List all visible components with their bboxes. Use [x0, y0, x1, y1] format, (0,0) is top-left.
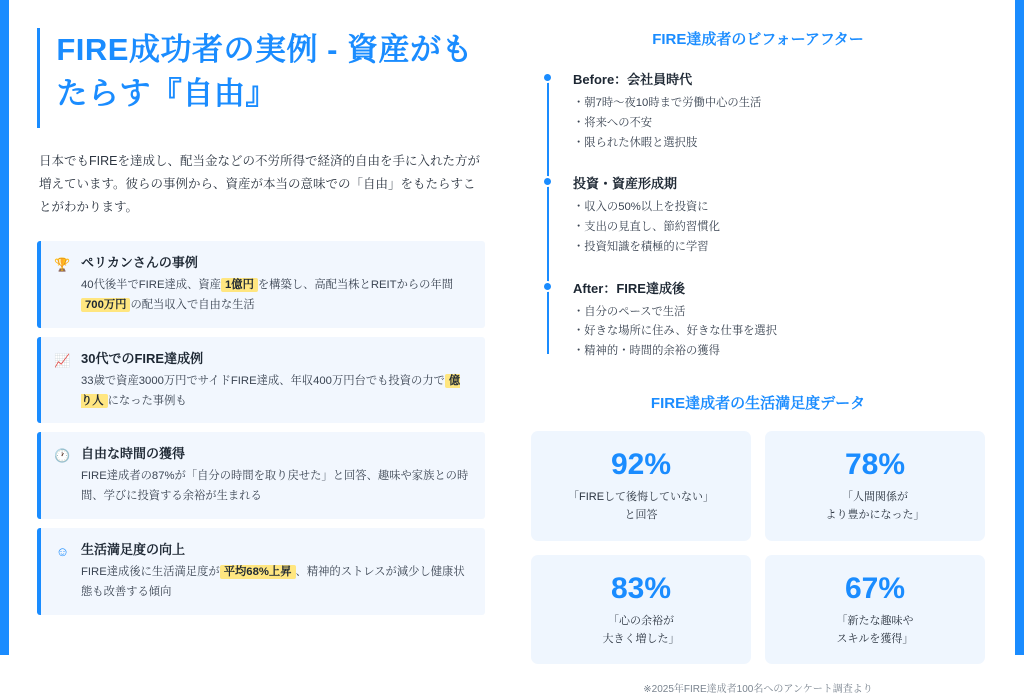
stat-label-line: と回答: [624, 508, 658, 521]
case-card-text: [81, 276, 471, 316]
timeline-item: [573, 173, 985, 257]
stat-label-line: 「人間関係が: [842, 491, 908, 504]
case-text-part: 40代後半でFIRE達成、資産: [81, 279, 221, 292]
highlight-value: 億り人: [81, 374, 461, 407]
case-card: [37, 337, 485, 424]
case-card-title: 自由な時間の獲得: [81, 446, 186, 462]
case-text-part: の配当収入で自由な生活: [130, 299, 255, 312]
case-card: [37, 241, 485, 328]
stat-value: 83%: [610, 571, 672, 605]
stat-card: [765, 555, 985, 665]
left-accent-bar: [0, 0, 9, 655]
timeline-axis: [547, 75, 549, 354]
stats-note: ※2025年FIRE達成者100名へのアンケート調査より: [643, 684, 873, 695]
highlight-value: 平均68%上昇: [220, 565, 296, 579]
chart-line-icon: 📈: [54, 352, 71, 368]
timeline-item: [573, 69, 985, 153]
title-accent-bar: [37, 28, 40, 128]
stats-heading: FIRE達成者の生活満足度データ: [650, 394, 866, 412]
case-card-list: [37, 241, 485, 614]
stat-label-line: より豊かになった」: [825, 508, 925, 521]
timeline-item-line: ・自分のペースで生活: [573, 305, 686, 318]
timeline-dot-icon: [542, 281, 553, 292]
case-text-part: FIRE達成後に生活満足度が: [81, 565, 220, 578]
stat-label: [541, 613, 741, 648]
stat-value: 78%: [844, 447, 906, 481]
stat-card: [531, 555, 751, 665]
right-accent-bar: [1015, 0, 1024, 655]
timeline-item-title: 投資・資産形成期: [573, 176, 678, 192]
timeline-item-line: ・投資知識を積極的に学習: [573, 240, 709, 253]
smile-icon: ☺: [55, 543, 70, 559]
trophy-icon: 🏆: [54, 257, 71, 273]
title-block: [37, 28, 485, 128]
case-card: [37, 432, 485, 519]
case-text-part: FIRE達成者の87%が「自分の時間を取り戻せた」と回答、趣味や家族との時間、学びに投資する余裕が生まれる: [81, 470, 469, 503]
timeline-heading: FIRE達成者のビフォーアフター: [652, 31, 864, 48]
slide-content: [9, 0, 1015, 695]
timeline-dot-icon: [542, 72, 553, 83]
clock-icon: 🕐: [54, 448, 71, 464]
timeline-item-title: After：FIRE達成後: [573, 280, 685, 296]
timeline-item-title: Before：会社員時代: [573, 72, 693, 87]
stat-value: 67%: [844, 571, 906, 605]
timeline-item-line: ・将来への不安: [573, 116, 653, 129]
case-text-part: を構築し、高配当株とREITからの年間: [257, 279, 454, 292]
case-card: [37, 528, 485, 615]
highlight-value: 700万円: [81, 298, 130, 312]
case-card-title: ペリカンさんの事例: [81, 255, 198, 271]
timeline-item-line: ・限られた休暇と選択肢: [573, 136, 698, 149]
stat-label-line: スキルを獲得」: [836, 632, 914, 645]
case-card-title: 30代でのFIRE達成例: [81, 350, 204, 366]
lead-paragraph: 日本でもFIREを達成し、配当金などの不労所得で経済的自由を手に入れた方が増えています。彼らの事例から、資産が本当の意味での「自由」をもたらすことがわかります。: [39, 154, 480, 215]
before-after-timeline: [539, 69, 985, 362]
case-card-text: [81, 563, 471, 603]
case-text-part: になった事例も: [107, 394, 187, 407]
timeline-item-line: ・精神的・時間的余裕の獲得: [573, 345, 720, 358]
case-card-title: 生活満足度の向上: [81, 541, 186, 557]
timeline-item-line: ・収入の50%以上を投資に: [573, 201, 709, 214]
stat-card: [531, 431, 751, 541]
left-column: [9, 0, 509, 655]
highlight-value: 1億円: [221, 278, 258, 292]
right-column: [509, 0, 1015, 695]
stat-label-line: 大きく増した」: [602, 632, 680, 645]
stat-card: [765, 431, 985, 541]
timeline-item-line: ・支出の見直し、節約習慣化: [573, 221, 720, 234]
timeline-item: [573, 278, 985, 362]
stat-label-line: 「心の余裕が: [608, 615, 674, 628]
stat-label: [541, 489, 741, 524]
case-text-part: 33歳で資産3000万円でサイドFIRE達成、年収400万円台でも投資の力で: [81, 374, 445, 387]
stat-label-line: 「新たな趣味や: [836, 615, 914, 628]
timeline-item-line: ・朝7時〜夜10時まで労働中心の生活: [573, 97, 762, 109]
stat-value: 92%: [610, 447, 672, 481]
satisfaction-stats-grid: [531, 431, 985, 664]
stat-label: [775, 489, 975, 524]
timeline-item-line: ・好きな場所に住み、好きな仕事を選択: [573, 325, 778, 338]
stat-label-line: 「FIREして後悔していない」: [567, 491, 715, 504]
case-card-text: [81, 372, 471, 412]
timeline-dot-icon: [542, 176, 553, 187]
case-text-part: 、精神的ストレスが減少し健康状態も改善する傾向: [81, 565, 465, 598]
page-title: FIRE成功者の実例 - 資産がもたらす『自由』: [56, 32, 474, 112]
stat-label: [775, 613, 975, 648]
case-card-text: [81, 467, 471, 507]
